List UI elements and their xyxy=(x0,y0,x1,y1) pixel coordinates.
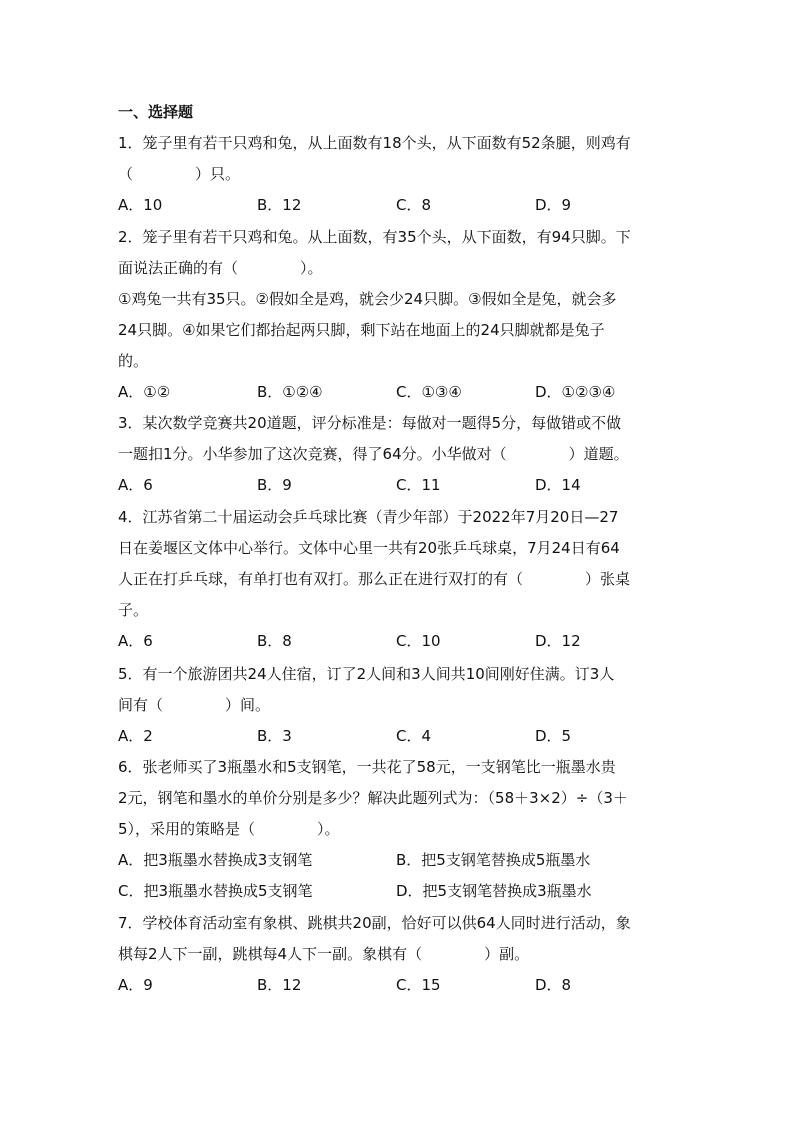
option-b[interactable]: B．12 xyxy=(257,976,302,994)
question-2 xyxy=(118,222,683,408)
option-d[interactable]: D．9 xyxy=(535,196,572,214)
question-text-line: 间有（ ）间。 xyxy=(118,696,271,714)
option-d[interactable]: D．把5支钢笔替换成3瓶墨水 xyxy=(396,882,592,900)
section-title: 一、选择题 xyxy=(118,103,194,121)
question-text-line: （ ）只。 xyxy=(118,165,241,183)
answer-options xyxy=(118,845,683,876)
option-a[interactable]: A．把3瓶墨水替换成3支钢笔 xyxy=(118,851,313,869)
question-text-line: 面说法正确的有（ ）。 xyxy=(118,259,323,277)
answer-options xyxy=(118,377,683,408)
option-a[interactable]: A．2 xyxy=(118,727,153,745)
question-6 xyxy=(118,752,683,907)
option-a[interactable]: A．9 xyxy=(118,976,153,994)
question-text-line: 的。 xyxy=(118,352,149,370)
option-d[interactable]: D．8 xyxy=(535,976,572,994)
question-text-line: 4．江苏省第二十届运动会乒乓球比赛（青少年部）于2022年7月20日—27 xyxy=(118,508,619,526)
question-text-line: 5），采用的策略是（ ）。 xyxy=(118,820,340,838)
answer-options xyxy=(118,470,683,501)
question-text-line: 2．笼子里有若干只鸡和兔。从上面数，有35个头，从下面数，有94只脚。下 xyxy=(118,228,631,246)
option-c[interactable]: C．10 xyxy=(396,632,441,650)
option-a[interactable]: A．6 xyxy=(118,632,153,650)
question-text-line: 1．笼子里有若干只鸡和兔，从上面数有18个头，从下面数有52条腿，则鸡有 xyxy=(118,134,631,152)
option-a[interactable]: A．10 xyxy=(118,196,163,214)
question-text-line: 7．学校体育活动室有象棋、跳棋共20副，恰好可以供64人同时进行活动，象 xyxy=(118,914,631,932)
option-c[interactable]: C．把3瓶墨水替换成5支钢笔 xyxy=(118,882,313,900)
option-b[interactable]: B．12 xyxy=(257,196,302,214)
question-text-line: 一题扣1分。小华参加了这次竞赛，得了64分。小华做对（ ）道题。 xyxy=(118,445,629,463)
question-text-line: 棋每2人下一副，跳棋每4人下一副。象棋有（ ）副。 xyxy=(118,945,530,963)
answer-options xyxy=(118,626,683,657)
option-a[interactable]: A．①② xyxy=(118,383,171,401)
answer-options xyxy=(118,970,683,1001)
option-c[interactable]: C．①③④ xyxy=(396,383,462,401)
option-c[interactable]: C．8 xyxy=(396,196,432,214)
option-d[interactable]: D．5 xyxy=(535,727,572,745)
option-c[interactable]: C．11 xyxy=(396,476,441,494)
answer-options xyxy=(118,190,683,221)
option-b[interactable]: B．3 xyxy=(257,727,292,745)
question-text-line: ①鸡兔一共有35只。②假如全是鸡，就会少24只脚。③假如全是兔，就会多 xyxy=(118,290,617,308)
question-text-line: 日在姜堰区文体中心举行。文体中心里一共有20张乒乓球桌，7月24日有64 xyxy=(118,539,620,557)
question-7 xyxy=(118,908,683,1001)
question-1 xyxy=(118,128,683,221)
option-a[interactable]: A．6 xyxy=(118,476,153,494)
question-text-line: 24只脚。④如果它们都抬起两只脚，剩下站在地面上的24只脚就都是兔子 xyxy=(118,321,605,339)
answer-options xyxy=(118,721,683,752)
option-b[interactable]: B．①②④ xyxy=(257,383,323,401)
question-text-line: 3．某次数学竞赛共20道题，评分标准是：每做对一题得5分，每做错或不做 xyxy=(118,414,622,432)
question-text-line: 6．张老师买了3瓶墨水和5支钢笔，一共花了58元，一支钢笔比一瓶墨水贵 xyxy=(118,758,616,776)
question-text-line: 5．有一个旅游团共24人住宿，订了2人间和3人间共10间刚好住满。订3人 xyxy=(118,665,615,683)
option-d[interactable]: D．①②③④ xyxy=(535,383,616,401)
question-5 xyxy=(118,659,683,752)
option-b[interactable]: B．9 xyxy=(257,476,292,494)
question-3 xyxy=(118,408,683,501)
answer-options xyxy=(118,876,683,907)
option-b[interactable]: B．把5支钢笔替换成5瓶墨水 xyxy=(396,851,591,869)
question-text-line: 子。 xyxy=(118,601,149,619)
question-text-line: 2元，钢笔和墨水的单价分别是多少？解决此题列式为：（58＋3×2）÷（3＋ xyxy=(118,789,628,807)
question-text-line: 人正在打乒乓球，有单打也有双打。那么正在进行双打的有（ ）张桌 xyxy=(118,570,631,588)
option-d[interactable]: D．14 xyxy=(535,476,581,494)
option-d[interactable]: D．12 xyxy=(535,632,581,650)
option-b[interactable]: B．8 xyxy=(257,632,292,650)
option-c[interactable]: C．4 xyxy=(396,727,432,745)
question-4 xyxy=(118,502,683,657)
option-c[interactable]: C．15 xyxy=(396,976,441,994)
